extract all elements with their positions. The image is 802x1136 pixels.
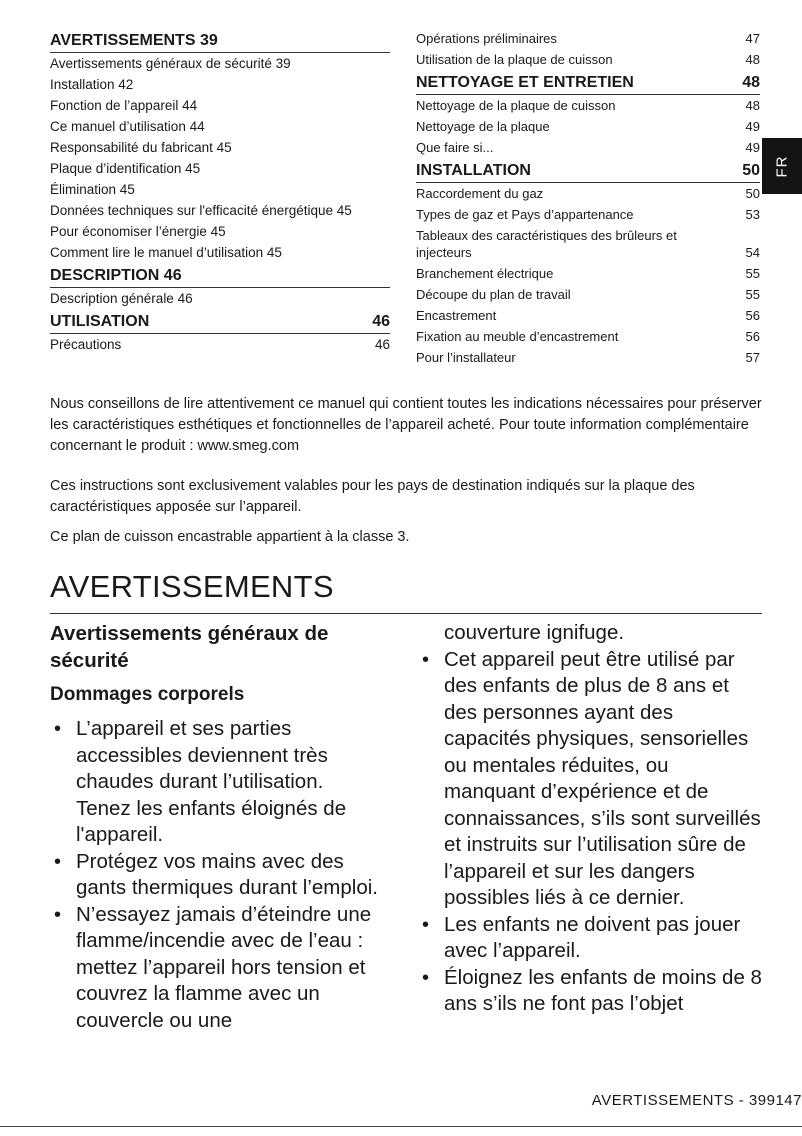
toc-left-column	[50, 28, 390, 355]
subsection-heading: Dommages corporels	[50, 684, 245, 705]
section-heading: Avertissements généraux de sécurité	[50, 622, 329, 672]
list-item: • Éloignez les enfants de moins de 8 ans s’ils ne font pas l’objet	[418, 965, 762, 1018]
list-item: • Les enfants ne doivent pas jouer avec l’appareil.	[418, 912, 762, 965]
toc-page-number: 57	[745, 350, 760, 365]
toc-section-title: DESCRIPTION 46	[50, 267, 182, 284]
toc-item[interactable]: Pour économiser l’énergie 45	[50, 224, 226, 239]
toc-section-avertissements[interactable]	[50, 30, 390, 53]
toc-section-page: 46	[372, 313, 390, 330]
toc-item[interactable]: Élimination 45	[50, 182, 135, 197]
toc-page-number: 54	[745, 245, 760, 260]
toc-page-number: 49	[745, 140, 760, 155]
list-item: • Cet appareil peut être utilisé par des enfants de plus de 8 ans et des personnes ayant des capacités physiques, sensorielles ou mentales réduites, ou manquant d’expérience et de connaissances, s’ils sont surveillés et instruits sur l’utilisation sûre de l’appareil et sur les dangers possibles liés à ce dernier.	[418, 647, 762, 912]
toc-item[interactable]: Responsabilité du fabricant 45	[50, 140, 232, 155]
toc-item[interactable]: Nettoyage de la plaque 49	[416, 116, 760, 137]
toc-right-column	[416, 28, 760, 368]
body-right-column	[418, 620, 762, 1018]
list-item: • L’appareil et ses parties accessibles deviennent très chaudes durant l’utilisation. Tenez les enfants éloignés de l'appareil.	[50, 716, 380, 849]
footer-divider	[0, 1126, 802, 1127]
toc-page-number: 50	[745, 186, 760, 201]
list-item-continuation: couverture ignifuge.	[444, 621, 625, 644]
intro-paragraph-1: Nous conseillons de lire attentivement ce manuel qui contient toutes les indications nécessaires pour préserver les caractéristiques esthétiques et fonctionnelles de l’appareil acheté. Pour toute information complémentaire concernant le produit : www.smeg.com	[50, 396, 762, 454]
toc-item[interactable]: Que faire si... 49	[416, 137, 760, 158]
toc-item[interactable]: Comment lire le manuel d’utilisation 45	[50, 245, 282, 260]
toc-page-number: 53	[745, 207, 760, 222]
body-left-column	[50, 620, 380, 1034]
warning-list	[50, 716, 380, 1034]
language-tab	[762, 138, 802, 194]
page-title: AVERTISSEMENTS	[50, 568, 762, 614]
toc-item[interactable]: Données techniques sur l'efficacité énergétique 45	[50, 203, 352, 218]
list-item: • Protégez vos mains avec des gants thermiques durant l’emploi.	[50, 849, 380, 902]
toc-page-number: 48	[745, 98, 760, 113]
toc-section-installation[interactable]	[416, 160, 760, 183]
toc-item[interactable]: Encastrement 56	[416, 305, 760, 326]
toc-item[interactable]: Description générale 46	[50, 291, 193, 306]
toc-page-number: 47	[745, 31, 760, 46]
toc-item[interactable]: Pour l’installateur 57	[416, 347, 760, 368]
toc-page-number: 49	[745, 119, 760, 134]
toc-page-number: 55	[745, 287, 760, 302]
toc-section-title: UTILISATION	[50, 313, 150, 330]
toc-item[interactable]: Installation 42	[50, 77, 134, 92]
toc-section-utilisation[interactable]	[50, 311, 390, 334]
toc-item[interactable]: Tableaux des caractéristiques des brûleurs et injecteurs 54	[416, 228, 760, 260]
toc-section-title: NETTOYAGE ET ENTRETIEN	[416, 74, 634, 91]
toc-page-number: 56	[745, 308, 760, 323]
toc-section-title: INSTALLATION	[416, 162, 531, 179]
toc-item[interactable]: Précautions 46	[50, 334, 390, 355]
toc-section-page: 48	[742, 74, 760, 91]
toc-item[interactable]: Opérations préliminaires 47	[416, 28, 760, 49]
toc-page-number: 48	[745, 52, 760, 67]
warning-list	[418, 647, 762, 1018]
toc-section-nettoyage[interactable]	[416, 72, 760, 95]
toc-item[interactable]: Utilisation de la plaque de cuisson 48	[416, 49, 760, 70]
toc-item[interactable]: Branchement électrique 55	[416, 263, 760, 284]
toc-item[interactable]: Découpe du plan de travail 55	[416, 284, 760, 305]
toc-item[interactable]: Nettoyage de la plaque de cuisson 48	[416, 95, 760, 116]
toc-item[interactable]: Ce manuel d’utilisation 44	[50, 119, 205, 134]
list-item: • N’essayez jamais d’éteindre une flamme/incendie avec de l’eau : mettez l’appareil hors tension et couvrez la flamme avec un couvercle ou une	[50, 902, 380, 1035]
toc-item[interactable]: Fixation au meuble d’encastrement 56	[416, 326, 760, 347]
toc-page-number: 46	[374, 337, 390, 352]
intro-paragraph-2: Ces instructions sont exclusivement valables pour les pays de destination indiqués sur la plaque des caractéristiques apposée sur l’appareil.	[50, 478, 695, 515]
toc-item[interactable]: Plaque d’identification 45	[50, 161, 201, 176]
toc-item[interactable]: Avertissements généraux de sécurité 39	[50, 56, 291, 71]
toc-item[interactable]: Types de gaz et Pays d’appartenance 53	[416, 204, 760, 225]
toc-item[interactable]: Raccordement du gaz 50	[416, 183, 760, 204]
language-tab-label: FR	[773, 155, 791, 177]
toc-section-page: 50	[742, 162, 760, 179]
toc-section-description[interactable]	[50, 265, 390, 288]
page-footer: AVERTISSEMENTS - 399147	[591, 1092, 802, 1109]
toc-section-title: AVERTISSEMENTS 39	[50, 32, 218, 49]
intro-paragraph-3: Ce plan de cuisson encastrable appartient à la classe 3.	[50, 529, 410, 545]
toc-item[interactable]: Fonction de l’appareil 44	[50, 98, 198, 113]
toc-page-number: 56	[745, 329, 760, 344]
toc-page-number: 55	[745, 266, 760, 281]
toc-list-avertissements	[50, 53, 390, 263]
